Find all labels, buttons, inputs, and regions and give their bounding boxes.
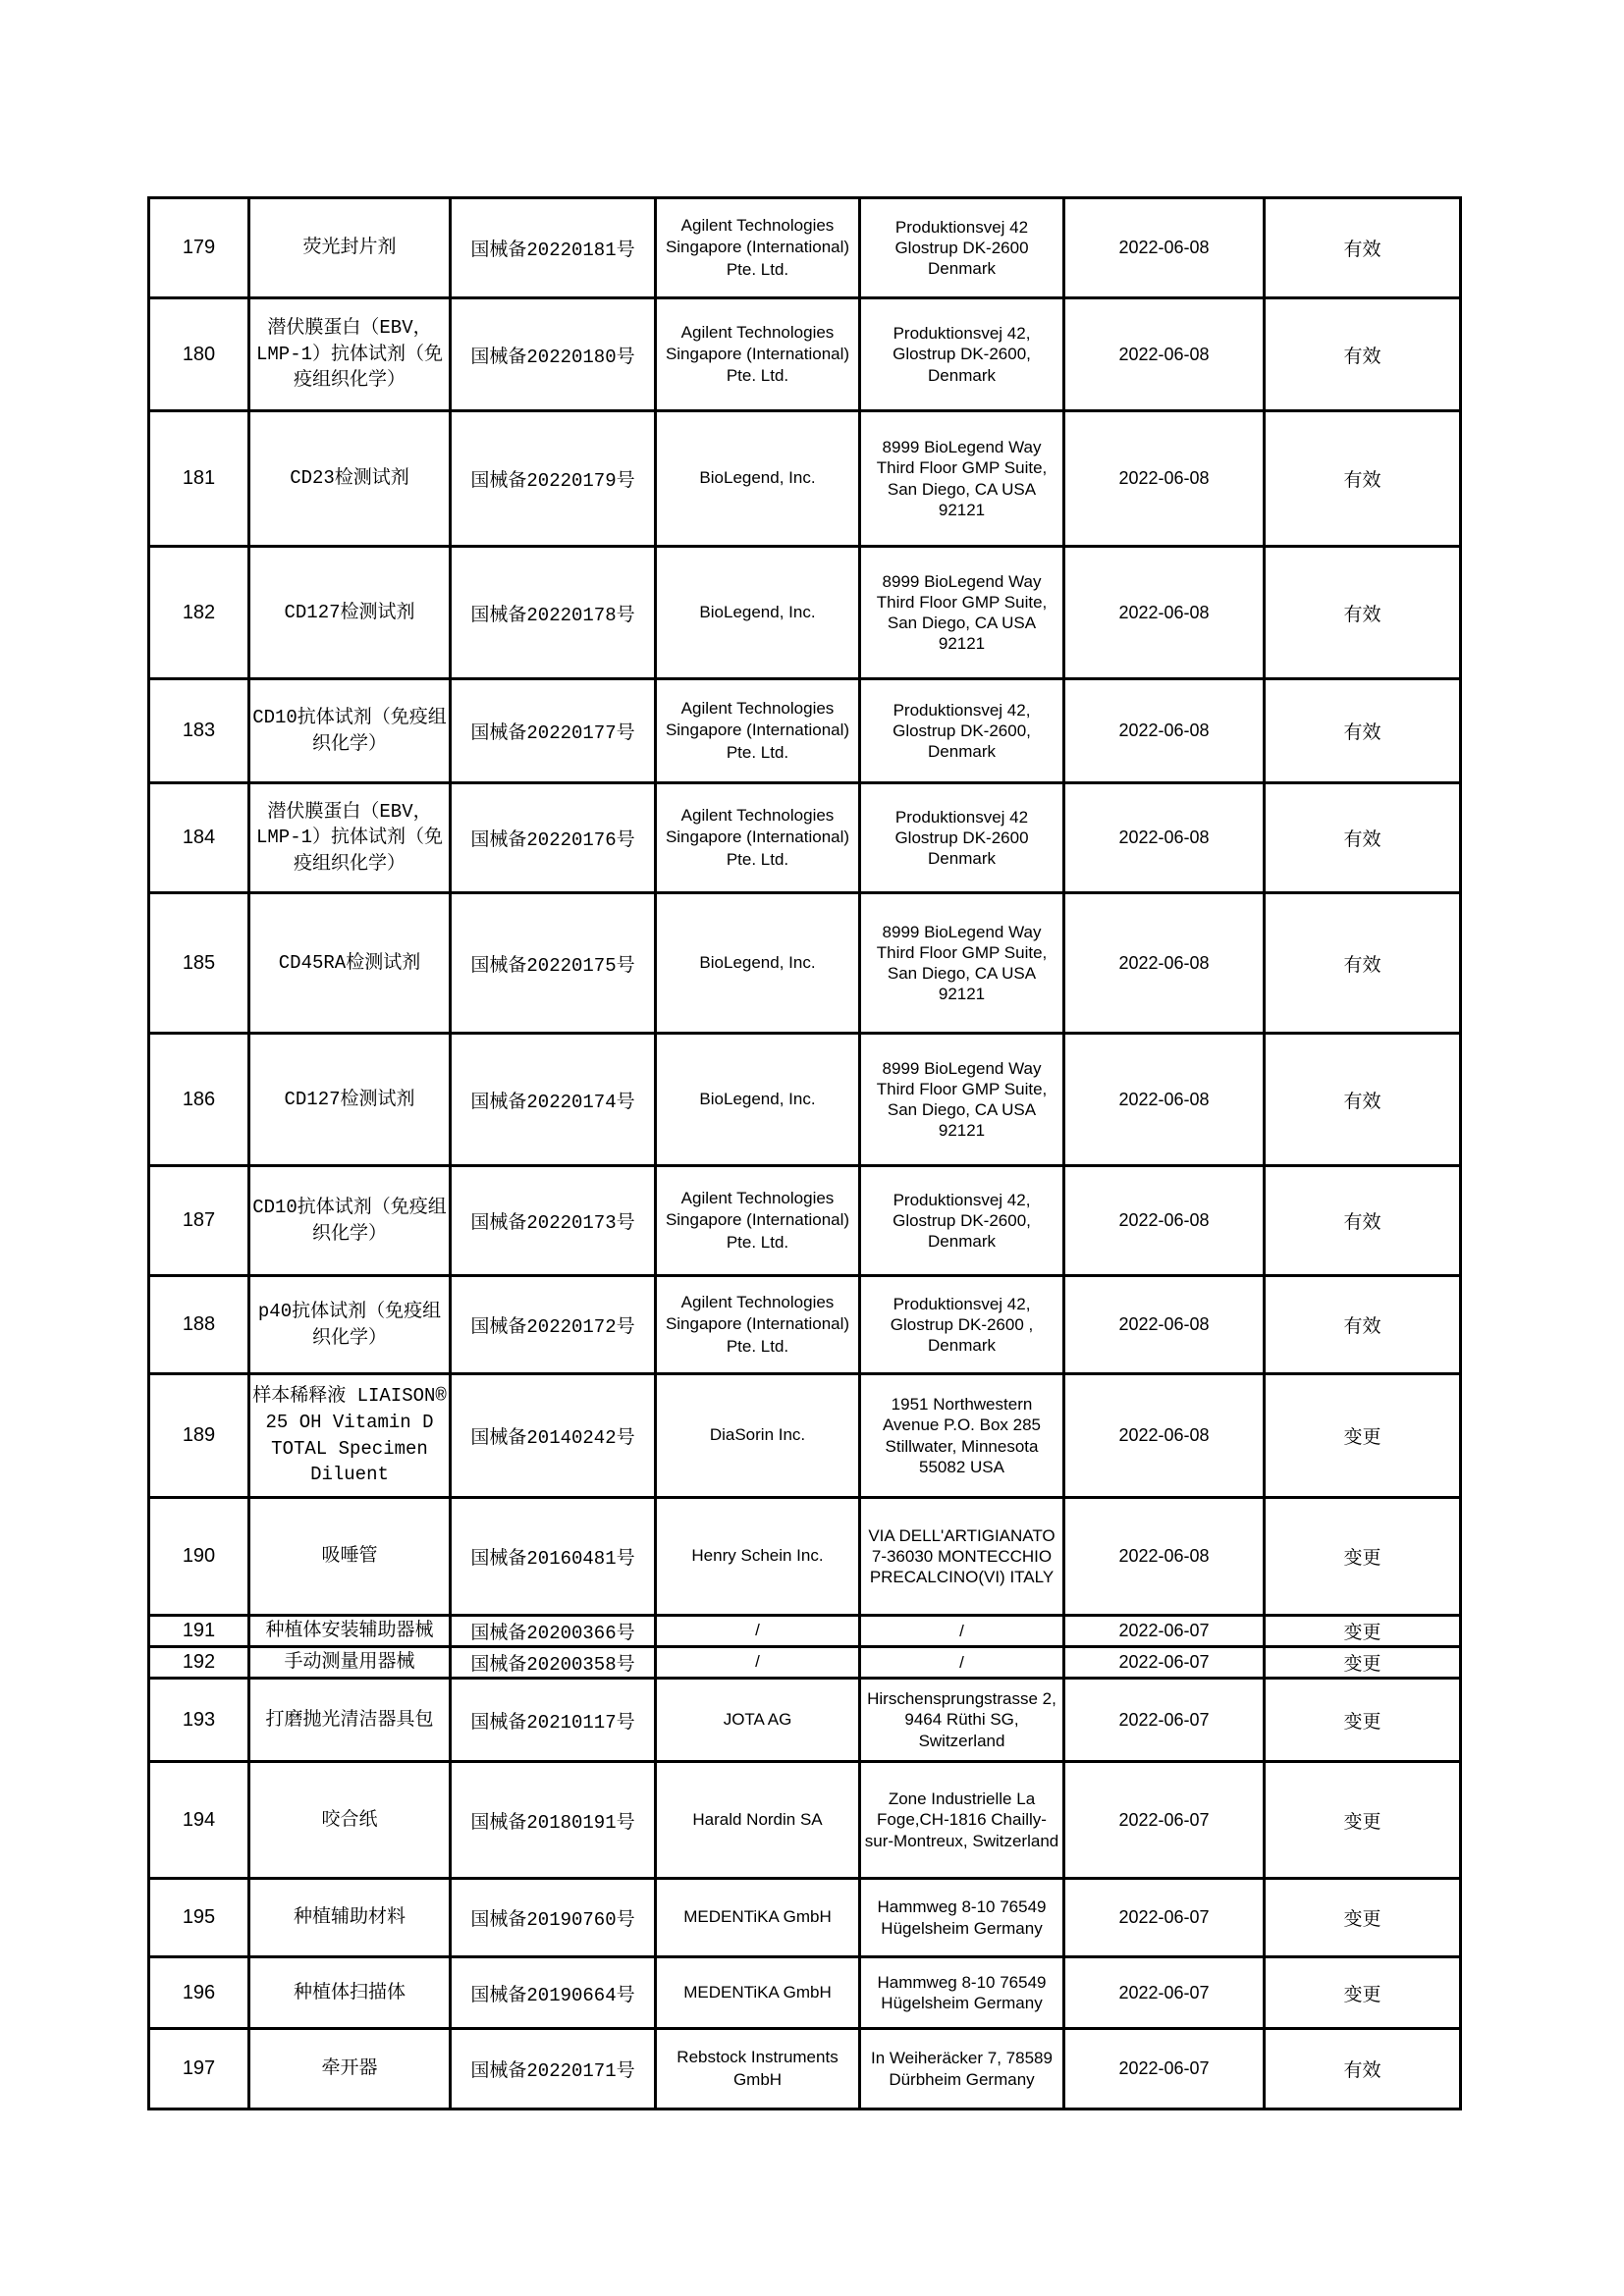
- cell-status: 变更: [1265, 1762, 1461, 1879]
- cell-index: 183: [149, 679, 249, 783]
- cell-product-name: 样本稀释液 LIAISON® 25 OH Vitamin D TOTAL Specimen Diluent: [249, 1374, 451, 1498]
- cell-reg-number: 国械备20220178号: [451, 547, 656, 679]
- cell-index: 190: [149, 1498, 249, 1616]
- cell-address: Produktionsvej 42 Glostrup DK-2600 Denmark: [860, 198, 1064, 298]
- cell-address: /: [860, 1616, 1064, 1647]
- cell-company: BioLegend, Inc.: [656, 1034, 860, 1166]
- cell-address: /: [860, 1647, 1064, 1679]
- cell-product-name: 荧光封片剂: [249, 198, 451, 298]
- cell-status: 有效: [1265, 1034, 1461, 1166]
- cell-date: 2022-06-07: [1064, 1957, 1265, 2029]
- cell-address: Produktionsvej 42, Glostrup DK-2600, Denmark: [860, 679, 1064, 783]
- cell-product-name: 潜伏膜蛋白（EBV，LMP-1）抗体试剂（免疫组织化学）: [249, 298, 451, 411]
- cell-product-name: 潜伏膜蛋白（EBV，LMP-1）抗体试剂（免疫组织化学）: [249, 783, 451, 893]
- cell-status: 变更: [1265, 1374, 1461, 1498]
- cell-reg-number: 国械备20180191号: [451, 1762, 656, 1879]
- cell-status: 变更: [1265, 1879, 1461, 1957]
- cell-product-name: CD23检测试剂: [249, 411, 451, 547]
- cell-date: 2022-06-08: [1064, 1276, 1265, 1374]
- cell-product-name: 手动测量用器械: [249, 1647, 451, 1679]
- cell-product-name: CD127检测试剂: [249, 547, 451, 679]
- cell-company: MEDENTiKA GmbH: [656, 1879, 860, 1957]
- cell-reg-number: 国械备20220174号: [451, 1034, 656, 1166]
- cell-address: Produktionsvej 42 Glostrup DK-2600 Denmark: [860, 783, 1064, 893]
- cell-index: 188: [149, 1276, 249, 1374]
- table-row: [149, 1166, 1461, 1276]
- cell-index: 181: [149, 411, 249, 547]
- cell-date: 2022-06-08: [1064, 411, 1265, 547]
- table-row: [149, 1616, 1461, 1647]
- cell-index: 193: [149, 1679, 249, 1762]
- table-row: [149, 411, 1461, 547]
- table-row: [149, 1879, 1461, 1957]
- cell-status: 有效: [1265, 547, 1461, 679]
- cell-date: 2022-06-07: [1064, 1679, 1265, 1762]
- cell-product-name: 种植辅助材料: [249, 1879, 451, 1957]
- cell-product-name: 打磨抛光清洁器具包: [249, 1679, 451, 1762]
- cell-company: Agilent Technologies Singapore (International) Pte. Ltd.: [656, 679, 860, 783]
- cell-date: 2022-06-08: [1064, 893, 1265, 1034]
- cell-status: 变更: [1265, 1957, 1461, 2029]
- cell-reg-number: 国械备20210117号: [451, 1679, 656, 1762]
- cell-status: 变更: [1265, 1616, 1461, 1647]
- cell-date: 2022-06-07: [1064, 1762, 1265, 1879]
- cell-status: 有效: [1265, 298, 1461, 411]
- cell-status: 变更: [1265, 1647, 1461, 1679]
- registration-table: [147, 196, 1462, 2110]
- cell-reg-number: 国械备20220173号: [451, 1166, 656, 1276]
- cell-status: 有效: [1265, 679, 1461, 783]
- cell-index: 191: [149, 1616, 249, 1647]
- cell-date: 2022-06-07: [1064, 1616, 1265, 1647]
- cell-date: 2022-06-07: [1064, 2029, 1265, 2109]
- cell-product-name: CD127检测试剂: [249, 1034, 451, 1166]
- cell-product-name: CD10抗体试剂（免疫组织化学）: [249, 1166, 451, 1276]
- cell-reg-number: 国械备20200358号: [451, 1647, 656, 1679]
- table-row: [149, 1374, 1461, 1498]
- cell-index: 197: [149, 2029, 249, 2109]
- cell-reg-number: 国械备20220180号: [451, 298, 656, 411]
- cell-index: 187: [149, 1166, 249, 1276]
- cell-index: 194: [149, 1762, 249, 1879]
- cell-status: 有效: [1265, 411, 1461, 547]
- table-row: [149, 1498, 1461, 1616]
- cell-address: 8999 BioLegend Way Third Floor GMP Suite, San Diego, CA USA 92121: [860, 1034, 1064, 1166]
- table-row: [149, 893, 1461, 1034]
- cell-date: 2022-06-08: [1064, 547, 1265, 679]
- cell-status: 有效: [1265, 1276, 1461, 1374]
- cell-address: Produktionsvej 42, Glostrup DK-2600, Denmark: [860, 298, 1064, 411]
- cell-date: 2022-06-07: [1064, 1879, 1265, 1957]
- cell-address: Produktionsvej 42, Glostrup DK-2600 , Denmark: [860, 1276, 1064, 1374]
- cell-company: Agilent Technologies Singapore (International) Pte. Ltd.: [656, 1166, 860, 1276]
- cell-index: 184: [149, 783, 249, 893]
- cell-status: 变更: [1265, 1498, 1461, 1616]
- cell-status: 有效: [1265, 2029, 1461, 2109]
- cell-reg-number: 国械备20220181号: [451, 198, 656, 298]
- cell-address: Produktionsvej 42, Glostrup DK-2600, Denmark: [860, 1166, 1064, 1276]
- cell-address: Zone Industrielle La Foge,CH-1816 Chailly-sur-Montreux, Switzerland: [860, 1762, 1064, 1879]
- cell-reg-number: 国械备20140242号: [451, 1374, 656, 1498]
- cell-product-name: p40抗体试剂（免疫组织化学）: [249, 1276, 451, 1374]
- cell-date: 2022-06-08: [1064, 1498, 1265, 1616]
- cell-address: Hirschensprungstrasse 2, 9464 Rüthi SG, Switzerland: [860, 1679, 1064, 1762]
- table-row: [149, 1647, 1461, 1679]
- table-row: [149, 679, 1461, 783]
- cell-index: 180: [149, 298, 249, 411]
- cell-company: BioLegend, Inc.: [656, 547, 860, 679]
- cell-company: MEDENTiKA GmbH: [656, 1957, 860, 2029]
- cell-reg-number: 国械备20190760号: [451, 1879, 656, 1957]
- cell-index: 179: [149, 198, 249, 298]
- cell-date: 2022-06-08: [1064, 1166, 1265, 1276]
- table-row: [149, 547, 1461, 679]
- cell-status: 有效: [1265, 893, 1461, 1034]
- cell-product-name: 牵开器: [249, 2029, 451, 2109]
- cell-status: 变更: [1265, 1679, 1461, 1762]
- cell-date: 2022-06-08: [1064, 298, 1265, 411]
- cell-address: 1951 Northwestern Avenue P.O. Box 285 Stillwater, Minnesota 55082 USA: [860, 1374, 1064, 1498]
- cell-address: VIA DELL'ARTIGIANATO 7-36030 MONTECCHIO PRECALCINO(VI) ITALY: [860, 1498, 1064, 1616]
- cell-address: 8999 BioLegend Way Third Floor GMP Suite, San Diego, CA USA 92121: [860, 893, 1064, 1034]
- cell-address: Hammweg 8-10 76549 Hügelsheim Germany: [860, 1879, 1064, 1957]
- cell-product-name: 咬合纸: [249, 1762, 451, 1879]
- cell-company: Rebstock Instruments GmbH: [656, 2029, 860, 2109]
- registration-table-body: [149, 198, 1461, 2109]
- cell-status: 有效: [1265, 783, 1461, 893]
- cell-index: 185: [149, 893, 249, 1034]
- cell-index: 182: [149, 547, 249, 679]
- table-row: [149, 2029, 1461, 2109]
- cell-company: Agilent Technologies Singapore (International) Pte. Ltd.: [656, 298, 860, 411]
- cell-company: /: [656, 1616, 860, 1647]
- cell-product-name: 吸唾管: [249, 1498, 451, 1616]
- table-row: [149, 1679, 1461, 1762]
- cell-date: 2022-06-08: [1064, 1034, 1265, 1166]
- cell-company: JOTA AG: [656, 1679, 860, 1762]
- table-row: [149, 1762, 1461, 1879]
- cell-address: In Weiheräcker 7, 78589 Dürbheim Germany: [860, 2029, 1064, 2109]
- cell-product-name: 种植体安装辅助器械: [249, 1616, 451, 1647]
- cell-index: 186: [149, 1034, 249, 1166]
- cell-date: 2022-06-08: [1064, 679, 1265, 783]
- cell-reg-number: 国械备20190664号: [451, 1957, 656, 2029]
- cell-reg-number: 国械备20220177号: [451, 679, 656, 783]
- cell-product-name: CD10抗体试剂（免疫组织化学）: [249, 679, 451, 783]
- table-row: [149, 1957, 1461, 2029]
- cell-product-name: 种植体扫描体: [249, 1957, 451, 2029]
- cell-company: Agilent Technologies Singapore (International) Pte. Ltd.: [656, 198, 860, 298]
- cell-reg-number: 国械备20220171号: [451, 2029, 656, 2109]
- cell-product-name: CD45RA检测试剂: [249, 893, 451, 1034]
- table-row: [149, 783, 1461, 893]
- cell-address: 8999 BioLegend Way Third Floor GMP Suite, San Diego, CA USA 92121: [860, 411, 1064, 547]
- cell-index: 192: [149, 1647, 249, 1679]
- cell-reg-number: 国械备20160481号: [451, 1498, 656, 1616]
- cell-date: 2022-06-07: [1064, 1647, 1265, 1679]
- cell-reg-number: 国械备20200366号: [451, 1616, 656, 1647]
- table-row: [149, 1034, 1461, 1166]
- cell-company: Agilent Technologies Singapore (International) Pte. Ltd.: [656, 1276, 860, 1374]
- cell-reg-number: 国械备20220179号: [451, 411, 656, 547]
- cell-status: 有效: [1265, 1166, 1461, 1276]
- cell-company: BioLegend, Inc.: [656, 411, 860, 547]
- cell-index: 189: [149, 1374, 249, 1498]
- table-row: [149, 198, 1461, 298]
- cell-reg-number: 国械备20220172号: [451, 1276, 656, 1374]
- cell-company: /: [656, 1647, 860, 1679]
- cell-date: 2022-06-08: [1064, 198, 1265, 298]
- cell-company: BioLegend, Inc.: [656, 893, 860, 1034]
- cell-date: 2022-06-08: [1064, 1374, 1265, 1498]
- cell-reg-number: 国械备20220176号: [451, 783, 656, 893]
- cell-status: 有效: [1265, 198, 1461, 298]
- cell-company: Henry Schein Inc.: [656, 1498, 860, 1616]
- cell-index: 195: [149, 1879, 249, 1957]
- table-row: [149, 1276, 1461, 1374]
- cell-date: 2022-06-08: [1064, 783, 1265, 893]
- cell-address: 8999 BioLegend Way Third Floor GMP Suite, San Diego, CA USA 92121: [860, 547, 1064, 679]
- cell-company: Harald Nordin SA: [656, 1762, 860, 1879]
- cell-company: Agilent Technologies Singapore (International) Pte. Ltd.: [656, 783, 860, 893]
- cell-reg-number: 国械备20220175号: [451, 893, 656, 1034]
- cell-company: DiaSorin Inc.: [656, 1374, 860, 1498]
- table-row: [149, 298, 1461, 411]
- cell-index: 196: [149, 1957, 249, 2029]
- cell-address: Hammweg 8-10 76549 Hügelsheim Germany: [860, 1957, 1064, 2029]
